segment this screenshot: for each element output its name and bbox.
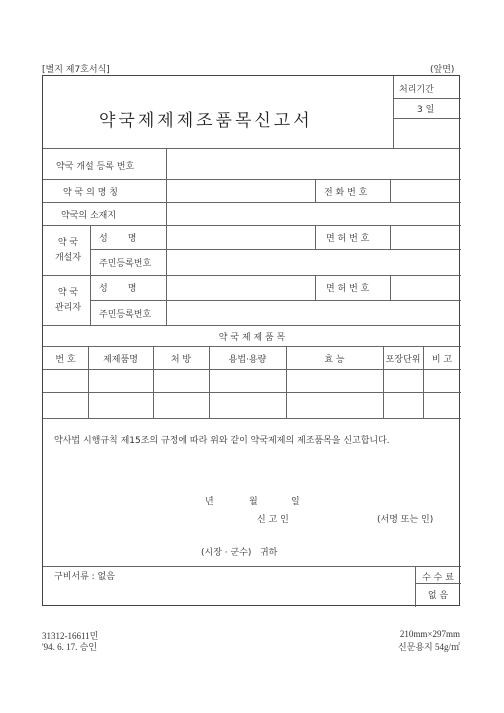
opener-name-field[interactable]	[167, 226, 315, 249]
fee-value: 없 음	[427, 591, 449, 601]
declarant-signature-field[interactable]	[305, 508, 373, 524]
manager-name-label: 성 명	[99, 284, 137, 294]
table-row[interactable]	[43, 370, 461, 392]
footer-paper-type: 신문용지 54g/㎡	[397, 642, 460, 652]
date-month-label: 월	[249, 497, 258, 507]
form-title: 약국제제제조품목신고서	[99, 111, 313, 131]
signature-note: (서명 또는 인)	[377, 515, 434, 525]
opener-resident-label: 주민등록번호	[99, 259, 152, 269]
col-remarks: 비 고	[431, 355, 453, 365]
opener-label: 약 국 개설자	[54, 238, 82, 263]
items-section-title: 약 국 제 제 품 목	[218, 333, 286, 343]
pharmacy-name-field[interactable]	[167, 180, 315, 202]
processing-period-label: 처리기간	[399, 85, 434, 95]
date-day-label: 일	[291, 497, 300, 507]
declarant-label: 신 고 인	[257, 515, 289, 525]
col-product-name: 제제품명	[103, 355, 138, 365]
processing-period-value: 3 일	[417, 105, 435, 115]
col-prescription: 처 방	[170, 355, 192, 365]
page-side-label: (앞면)	[430, 65, 455, 75]
col-number: 번 호	[55, 355, 76, 365]
footer-approval-date: '94. 6. 17. 승인	[42, 642, 98, 652]
form-number-label: [별지 제7호서식]	[42, 65, 110, 75]
address-field[interactable]	[167, 203, 461, 225]
registration-number-field[interactable]	[167, 149, 461, 179]
pharmacy-name-label: 약 국 의 명 칭	[63, 188, 118, 198]
manager-resident-field[interactable]	[167, 301, 461, 325]
attachments-label: 구비서류 : 없음	[54, 572, 115, 582]
opener-resident-field[interactable]	[167, 250, 461, 275]
col-package-unit: 포장단위	[385, 355, 421, 365]
manager-resident-label: 주민등록번호	[99, 310, 152, 320]
declaration-form	[42, 75, 460, 606]
footer-paper-size: 210mm×297mm	[399, 629, 460, 639]
date-year-label: 년	[205, 497, 214, 507]
table-row[interactable]	[43, 393, 461, 418]
opener-license-field[interactable]	[391, 226, 461, 249]
opener-name-label: 성 명	[99, 234, 137, 244]
address-label: 약국의 소재지	[61, 211, 117, 221]
recipient-label: (시장 · 군수) 귀하	[201, 548, 278, 558]
footer-code: 31312-16611민	[42, 631, 99, 641]
registration-number-label: 약국 개설 등록 번호	[56, 162, 135, 172]
manager-name-field[interactable]	[167, 276, 315, 300]
fee-label: 수 수 료	[422, 573, 454, 583]
manager-label: 약 국 관리자	[54, 288, 82, 313]
phone-field[interactable]	[391, 180, 461, 202]
opener-license-label: 면 허 번 호	[326, 234, 370, 244]
col-dosage: 용법·용량	[228, 355, 267, 365]
phone-label: 전 화 번 호	[324, 188, 368, 198]
col-efficacy: 효 능	[324, 355, 345, 365]
declaration-statement: 약사법 시행규칙 제15조의 규정에 따라 위와 같이 약국제제의 제조품목을 신고합니다.	[54, 436, 390, 446]
manager-license-label: 면 허 번 호	[326, 284, 370, 294]
manager-license-field[interactable]	[391, 276, 461, 300]
